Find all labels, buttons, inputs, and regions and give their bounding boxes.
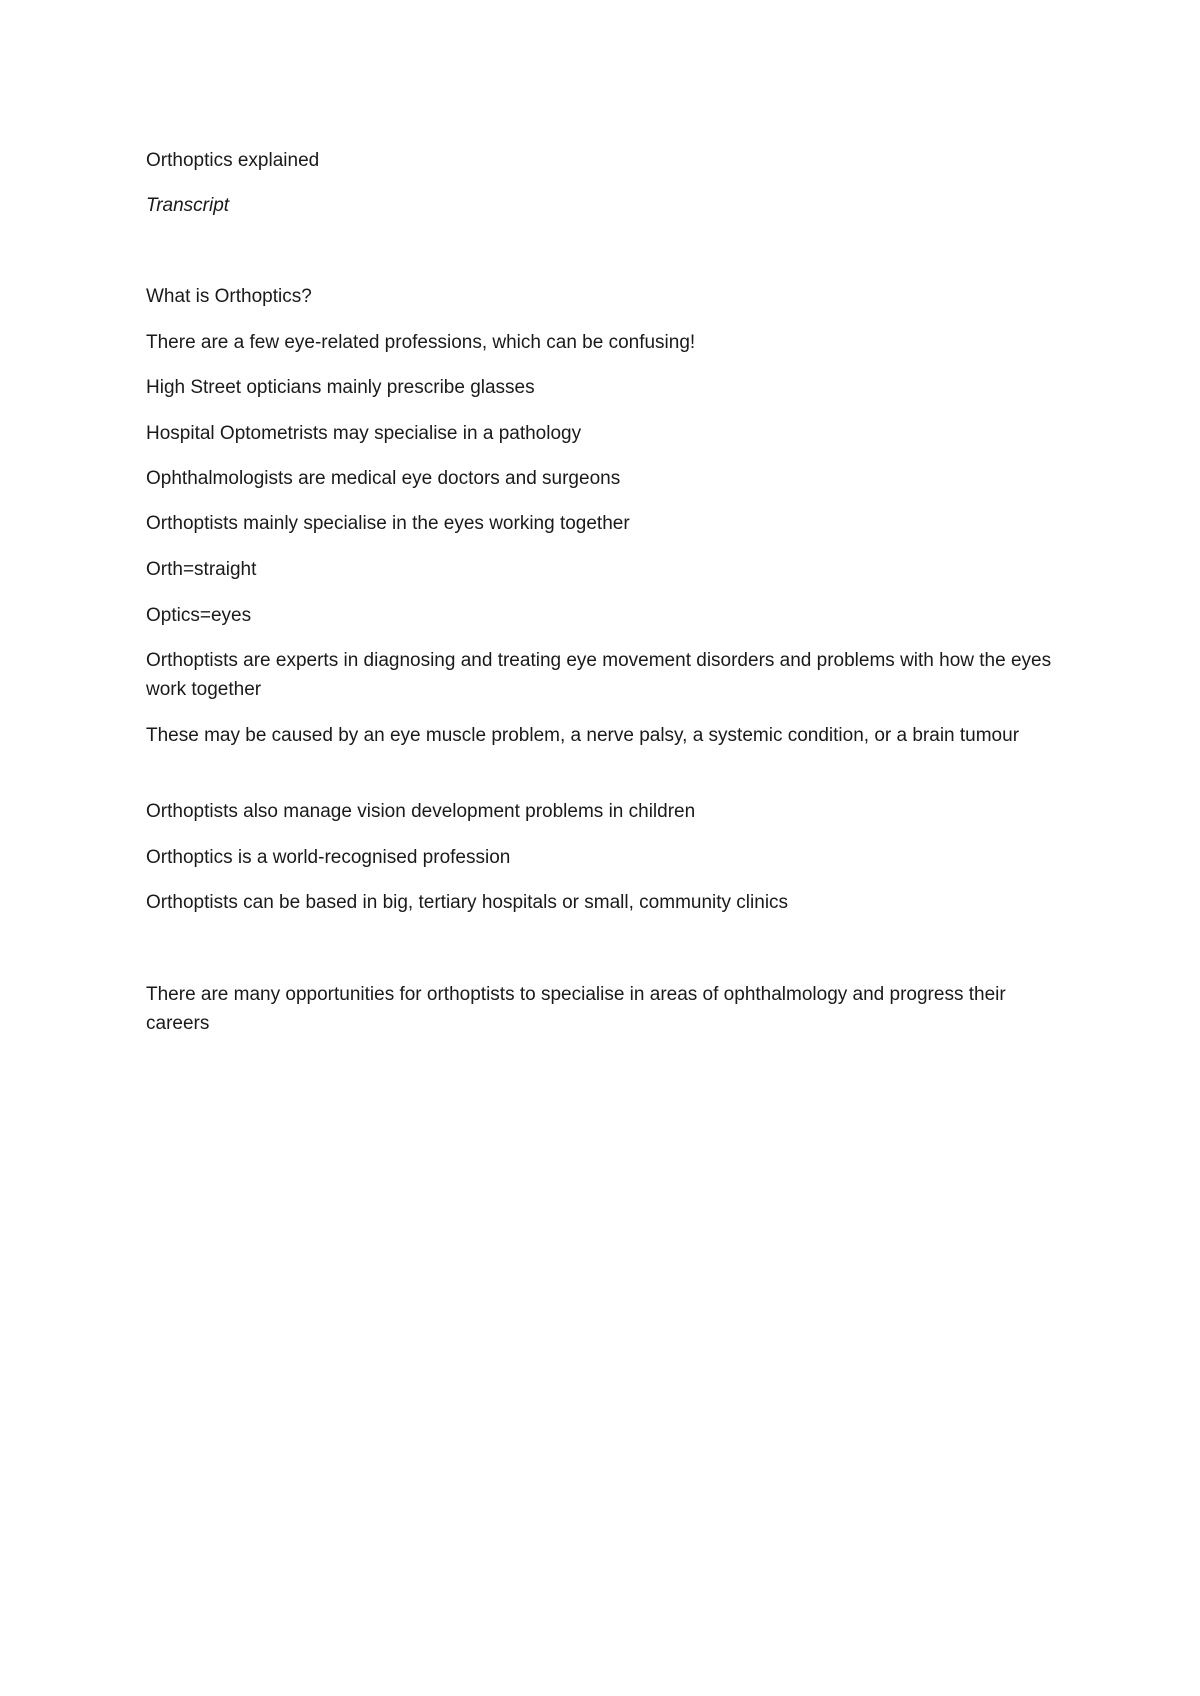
paragraph: There are many opportunities for orthoptists to specialise in areas of ophthalmology and progress their careers [146,984,1006,1034]
paragraph: These may be caused by an eye muscle problem, a nerve palsy, a systemic condition, or a brain tumour [146,725,1020,746]
paragraph: High Street opticians mainly prescribe glasses [146,377,535,398]
paragraph: Orthoptists mainly specialise in the eyes working together [146,513,630,534]
paragraph: Ophthalmologists are medical eye doctors and surgeons [146,468,621,489]
paragraph: There are a few eye-related professions, which can be confusing! [146,332,696,353]
paragraph: Orthoptists can be based in big, tertiary hospitals or small, community clinics [146,892,789,913]
paragraph: Orthoptists also manage vision development problems in children [146,801,696,822]
section-heading: What is Orthoptics? [146,286,312,307]
document-subtitle: Transcript [146,195,230,216]
paragraph: Orthoptics is a world-recognised profession [146,847,511,868]
paragraph: Hospital Optometrists may specialise in a pathology [146,423,582,444]
document-title: Orthoptics explained [146,150,320,171]
paragraph: Orth=straight [146,559,257,580]
paragraph: Orthoptists are experts in diagnosing and treating eye movement disorders and problems with how the eyes work together [146,650,1052,700]
paragraph: Optics=eyes [146,605,252,626]
